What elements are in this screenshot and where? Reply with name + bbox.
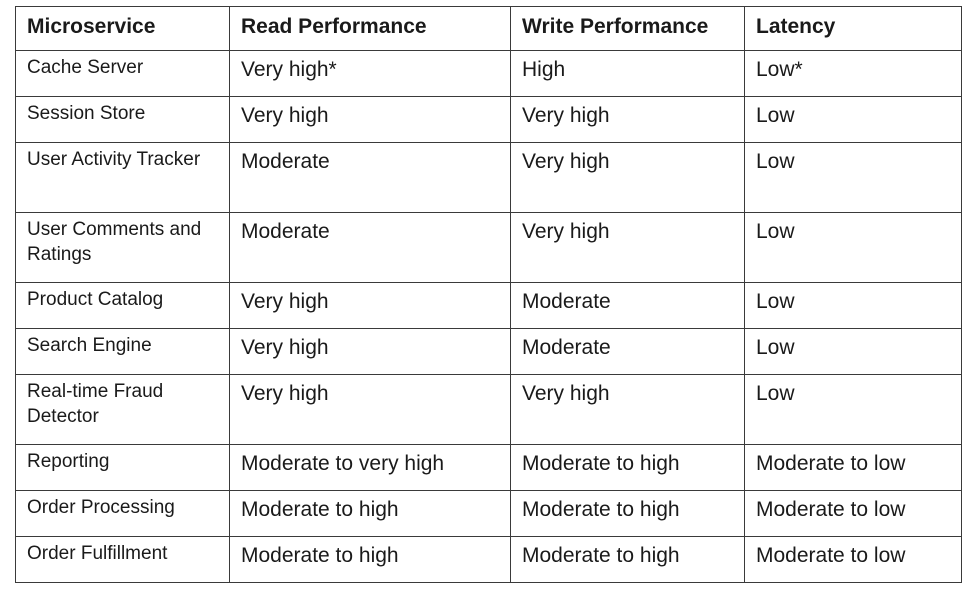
read-performance-cell: Very high	[230, 329, 511, 375]
write-performance-cell: Very high	[511, 143, 745, 213]
latency-cell: Moderate to low	[745, 491, 962, 537]
read-performance-cell: Very high*	[230, 51, 511, 97]
table-row	[16, 375, 962, 445]
write-performance-cell: Moderate	[511, 329, 745, 375]
latency-cell: Low	[745, 143, 962, 213]
table-row	[16, 491, 962, 537]
latency-cell: Moderate to low	[745, 537, 962, 583]
header-read-performance: Read Performance	[230, 7, 511, 51]
table-row	[16, 143, 962, 213]
microservice-cell: Session Store	[16, 97, 230, 143]
header-microservice: Microservice	[16, 7, 230, 51]
header-latency: Latency	[745, 7, 962, 51]
read-performance-cell: Very high	[230, 97, 511, 143]
table-row	[16, 213, 962, 283]
read-performance-cell: Moderate	[230, 213, 511, 283]
microservice-cell: Order Processing	[16, 491, 230, 537]
table-row	[16, 329, 962, 375]
read-performance-cell: Moderate	[230, 143, 511, 213]
write-performance-cell: High	[511, 51, 745, 97]
read-performance-cell: Moderate to very high	[230, 445, 511, 491]
header-write-performance: Write Performance	[511, 7, 745, 51]
latency-cell: Low	[745, 283, 962, 329]
latency-cell: Moderate to low	[745, 445, 962, 491]
write-performance-cell: Moderate to high	[511, 491, 745, 537]
microservice-cell: Product Catalog	[16, 283, 230, 329]
header-row	[16, 7, 962, 51]
table-row	[16, 51, 962, 97]
microservice-cell: Search Engine	[16, 329, 230, 375]
read-performance-cell: Moderate to high	[230, 537, 511, 583]
write-performance-cell: Very high	[511, 213, 745, 283]
table-row	[16, 283, 962, 329]
read-performance-cell: Very high	[230, 283, 511, 329]
read-performance-cell: Very high	[230, 375, 511, 445]
read-performance-cell: Moderate to high	[230, 491, 511, 537]
latency-cell: Low	[745, 213, 962, 283]
microservice-cell: Order Fulfillment	[16, 537, 230, 583]
write-performance-cell: Moderate	[511, 283, 745, 329]
latency-cell: Low	[745, 329, 962, 375]
write-performance-cell: Very high	[511, 97, 745, 143]
microservice-cell: Cache Server	[16, 51, 230, 97]
microservice-performance-table	[15, 6, 962, 583]
write-performance-cell: Moderate to high	[511, 445, 745, 491]
table-row	[16, 97, 962, 143]
table-row	[16, 537, 962, 583]
microservice-cell: Reporting	[16, 445, 230, 491]
latency-cell: Low	[745, 97, 962, 143]
microservice-cell: User Comments and Ratings	[16, 213, 230, 283]
latency-cell: Low*	[745, 51, 962, 97]
microservice-cell: User Activity Tracker	[16, 143, 230, 213]
microservice-cell: Real-time Fraud Detector	[16, 375, 230, 445]
write-performance-cell: Very high	[511, 375, 745, 445]
write-performance-cell: Moderate to high	[511, 537, 745, 583]
table-row	[16, 445, 962, 491]
latency-cell: Low	[745, 375, 962, 445]
